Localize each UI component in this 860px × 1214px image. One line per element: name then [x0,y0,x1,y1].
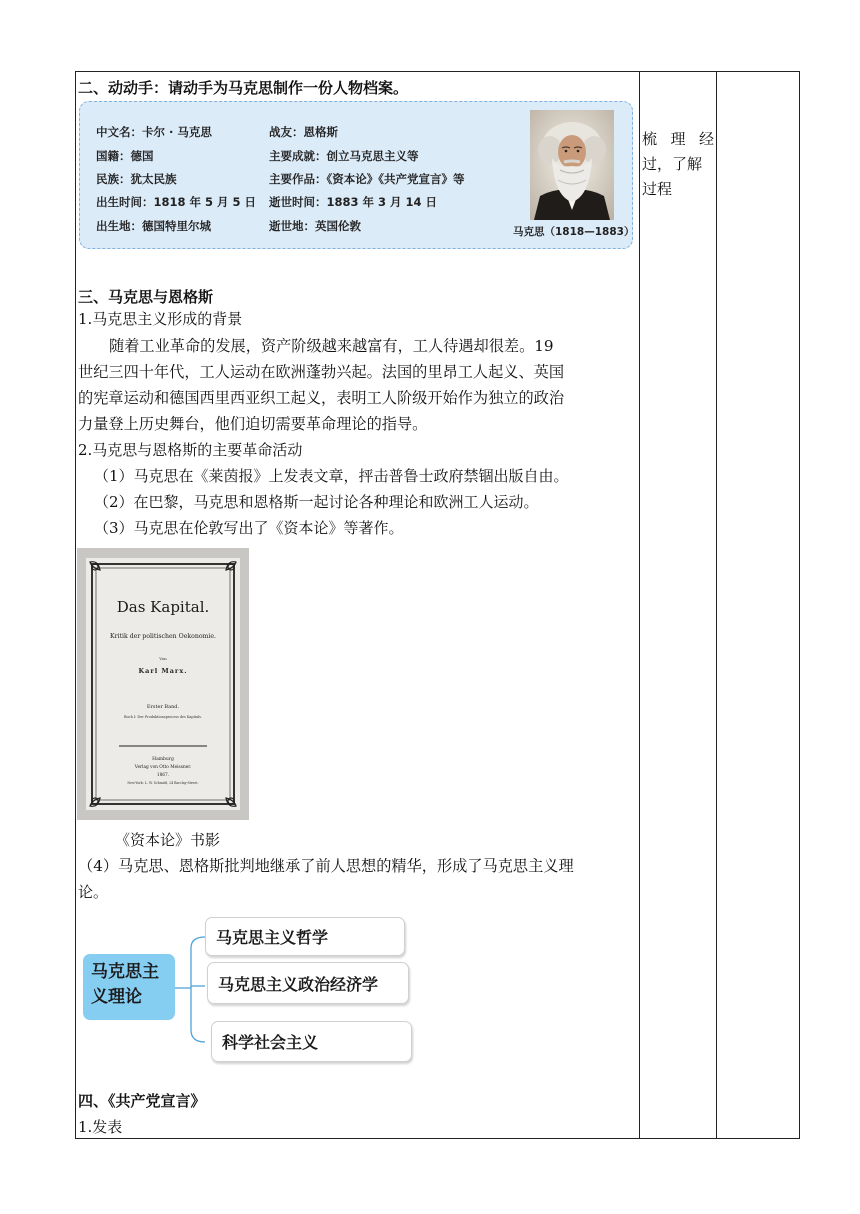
book-agent: New-York: L. W. Schmidt, 24 Barclay-Street. [127,781,199,785]
portrait-caption: 马克思（1818—1883） [513,226,635,238]
marx-portrait [530,110,614,220]
profile-nationality: 国籍：德国 [96,149,154,163]
mindmap-branch: 马克思主义哲学 [205,917,405,956]
book-author: Karl Marx. [138,667,188,675]
profile-comrade: 战友：恩格斯 [269,125,338,139]
side-note-char: 经 [698,130,714,148]
list-item: 论。 [78,883,109,901]
paragraph-line: 的宪章运动和德国西里西亚织工起义，表明工人阶级开始作为独立的政治 [78,389,564,407]
book-line: Buch I: Der Produktionsprocess des Kapitals. [124,715,202,719]
book-volume: Erster Band. [146,704,180,710]
list-item: （1）马克思在《莱茵报》上发表文章，抨击普鲁士政府禁锢出版自由。 [94,467,569,485]
book-publisher: Verlag von Otto Meissner. [134,765,192,770]
section-heading: 四、《共产党宣言》 [78,1092,206,1110]
mindmap-root-line: 马克思主 [91,962,159,982]
mindmap-branch: 科学社会主义 [211,1021,412,1062]
side-note-line: 过程 [642,180,673,198]
profile-ethnicity: 民族：犹太民族 [96,172,177,186]
profile-works: 主要作品：《资本论》《共产党宣言》等 [269,172,465,186]
book-year: 1867. [156,773,170,778]
side-note-char: 梳 [642,130,658,148]
book-title: Das Kapital. [116,598,210,616]
column-divider [716,71,717,1139]
section-heading: 二、动动手：请动手为马克思制作一份人物档案。 [78,79,409,97]
profile-birth-date: 出生时间：1818 年 5 月 5 日 [96,195,257,209]
paragraph-line: 力量登上历史舞台，他们迫切需要革命理论的指导。 [78,415,428,433]
image-caption: 《资本论》书影 [115,831,221,849]
subheading: 1.发表 [78,1118,123,1136]
mindmap-root-line: 义理论 [91,987,142,1007]
list-item: （2）在巴黎，马克思和恩格斯一起讨论各种理论和欧洲工人运动。 [94,493,539,511]
profile-achievement: 主要成就：创立马克思主义等 [269,149,419,163]
profile-death-date: 逝世时间：1883 年 3 月 14 日 [269,195,438,209]
column-divider [639,71,640,1139]
mindmap-branch: 马克思主义政治经济学 [207,962,409,1004]
section-heading: 三、马克思与恩格斯 [78,288,214,306]
profile-birthplace: 出生地：德国特里尔城 [96,219,211,233]
side-note [642,127,714,202]
profile-chinese-name: 中文名：卡尔 · 马克思 [96,125,212,139]
side-note-char: 理 [670,130,686,148]
book-by: Von [159,656,167,661]
mindmap-root [83,954,175,1020]
list-item: （4）马克思、恩格斯批判地继承了前人思想的精华，形成了马克思主义理 [78,857,574,875]
book-city: Hamburg [152,757,174,762]
book-subtitle: Kritik der politischen Oekonomie. [109,633,217,640]
paragraph-line: 随着工业革命的发展，资产阶级越来越富有，工人待遇却很差。19 [109,337,554,355]
profile-death-place: 逝世地：英国伦敦 [269,219,361,233]
list-item: （3）马克思在伦敦写出了《资本论》等著作。 [94,519,404,537]
subheading: 1.马克思主义形成的背景 [78,310,243,328]
subheading: 2.马克思与恩格斯的主要革命活动 [78,441,303,459]
das-kapital-title-page [77,548,249,820]
paragraph-line: 世纪三四十年代，工人运动在欧洲蓬勃兴起。法国的里昂工人起义、英国 [78,363,564,381]
side-note-line: 过，了解 [642,155,703,173]
